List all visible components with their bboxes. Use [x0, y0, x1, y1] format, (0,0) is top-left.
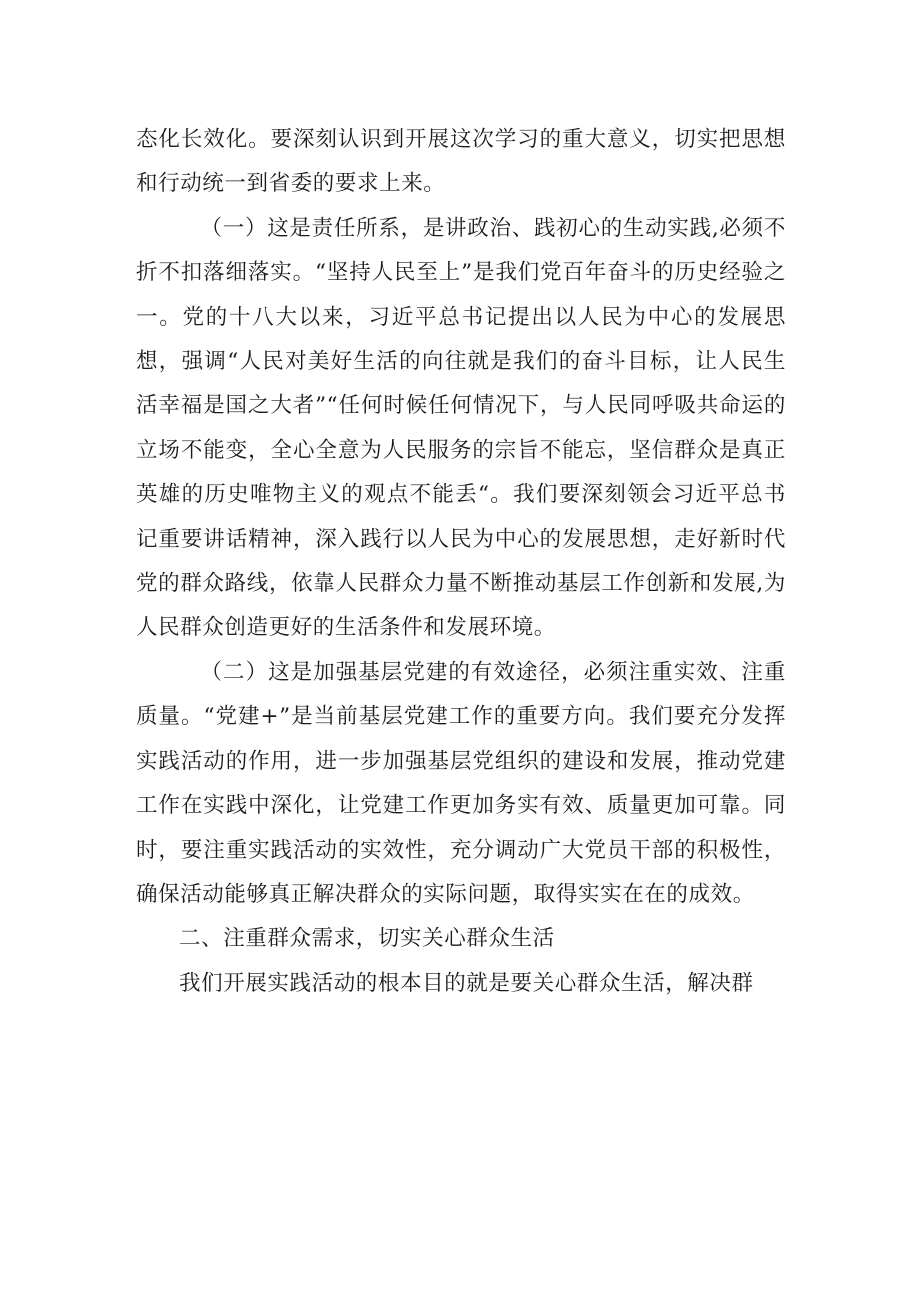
document-body — [136, 118, 786, 1006]
paragraph-section-two: （二）这是加强基层党建的有效途径，必须注重实效、注重质量。“党建+”是当前基层党建工作的重要方向。我们要充分发挥实践活动的作用，进一步加强基层党组织的建设和发展，推动党建工作在实践中深化，让党建工作更加务实有效、质量更加可靠。同时，要注重实践活动的实效性，充分调动广大党员干部的积极性，确保活动能够真正解决群众的实际问题，取得实实在在的成效。 — [136, 659, 786, 907]
paragraph-section-body: 我们开展实践活动的根本目的就是要关心群众生活，解决群 — [179, 970, 754, 996]
section-heading: 二、注重群众需求，切实关心群众生活 — [179, 926, 555, 952]
paragraph-section-one: （一）这是责任所系，是讲政治、践初心的生动实践,必须不折不扣落细落实。“坚持人民至上”是我们党百年奋斗的历史经验之一。党的十八大以来，习近平总书记提出以人民为中心的发展思想，强调“人民对美好生活的向往就是我们的奋斗目标，让人民生活幸福是国之大者”“任何时候任何情况下，与人民同呼吸共命运的立场不能变，全心全意为人民服务的宗旨不能忘，坚信群众是真正英雄的历史唯物主义的观点不能丢“。我们要深刻领会习近平总书记重要讲话精神，深入践行以人民为中心的发展思想，走好新时代党的群众路线，依靠人民群众力量不断推动基层工作创新和发展,为人民群众创造更好的生活条件和发展环境。 — [136, 215, 786, 641]
paragraph-continuation: 态化长效化。要深刻认识到开展这次学习的重大意义，切实把思想和行动统一到省委的要求上来。 — [136, 127, 786, 197]
